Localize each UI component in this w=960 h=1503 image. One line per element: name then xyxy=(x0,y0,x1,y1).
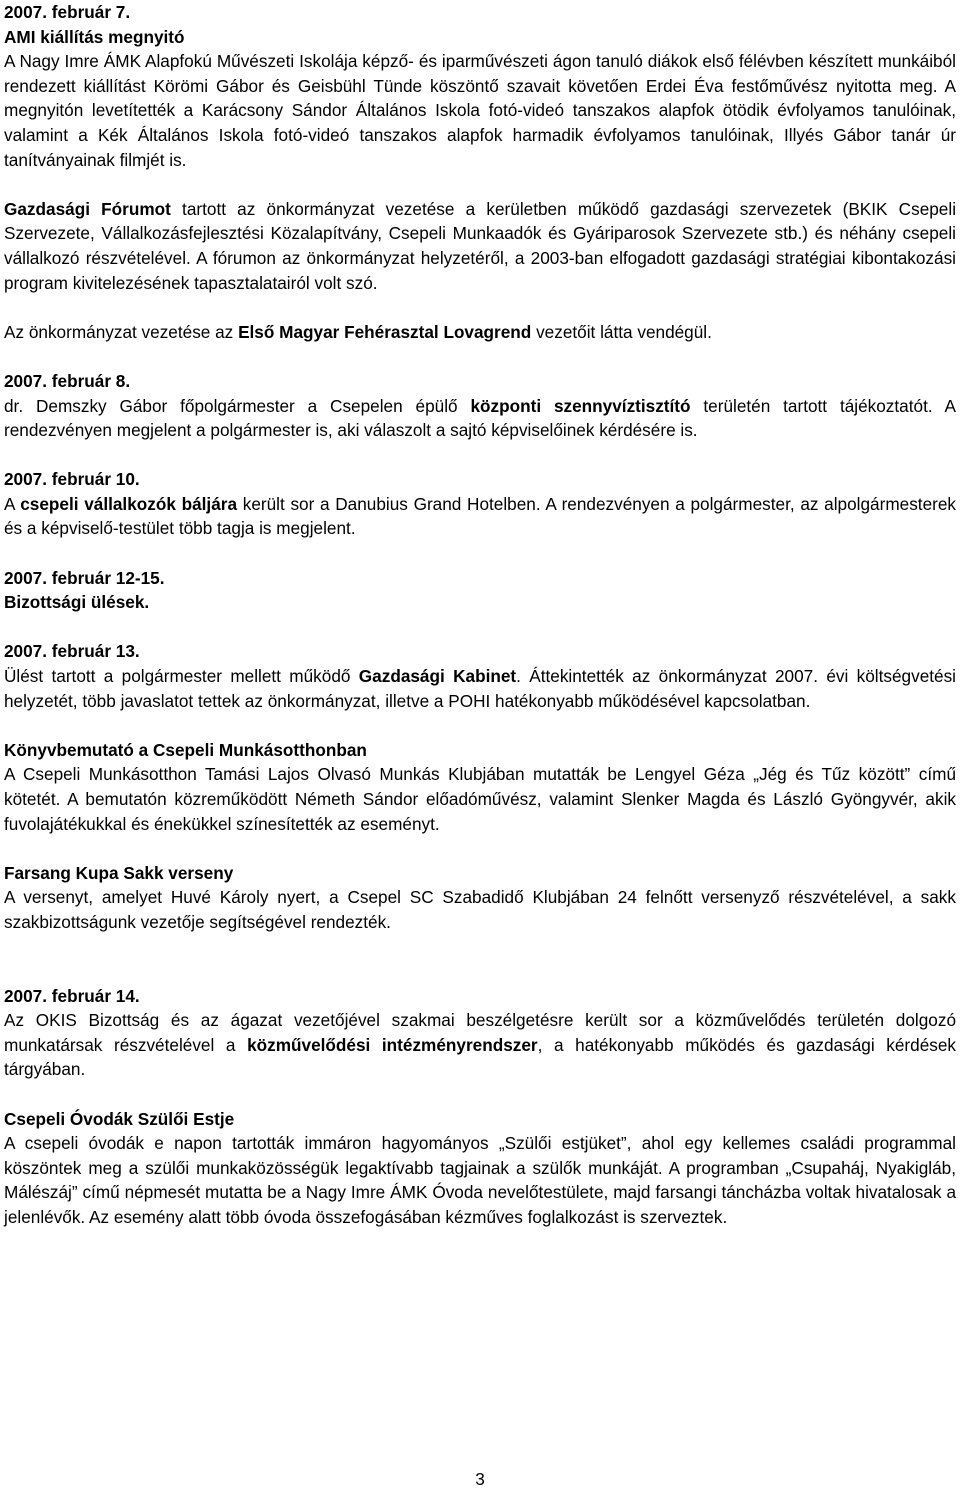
paragraph: A Nagy Imre ÁMK Alapfokú Művészeti Iskolája képző- és iparművészeti ágon tanuló diákok első félévben készített munkáiból rendezett kiállítást Körömi Gábor és Geisbühl Tünde köszöntő szavait követően Erdei Éva festőművész nyitotta meg. A megnyitón levetítették a Karácsony Sándor Általános Iskola fotó-videó tanszakos alapfok ötödik évfolyamos tanulóinak, valamint a Kék Általános Iskola fotó-videó tanszakos alapfok harmadik évfolyamos tanulóinak, Illyés Gábor tanár úr tanítványainak filmjét is. xyxy=(4,51,956,170)
paragraph: A csepeli óvodák e napon tartották immáron hagyományos „Szülői estjüket”, ahol egy kellemes családi programmal köszöntek meg a szülői munkaközösségük legaktívabb tagjainak a szülők munkáját. A programban „Csupaháj, Nyakigláb, Málészáj” című népmesét mutatta be a Nagy Imre ÁMK Óvoda nevelőtestülete, majd farsangi táncházba voltak hivatalosak a jelenlévők. Az esemény alatt több óvoda összefogásában kézműves foglalkozást is szerveztek. xyxy=(4,1133,956,1227)
bold-text: Gazdasági Fórumot xyxy=(4,198,171,219)
paragraph-text: területén tartott tájékoztatót. A rendezvényen megjelent a polgármester is, aki válaszolt a sajtó képviselőinek kérdésére is. xyxy=(4,395,956,441)
paragraph-text: Az önkormányzat vezetése az xyxy=(4,321,239,342)
paragraph xyxy=(4,394,956,443)
paragraph: A Csepeli Munkásotthon Tamási Lajos Olvasó Munkás Klubjában mutatták be Lengyel Géza „Jég és Tűz között” című kötetét. A bemutatón közreműködött Németh Sándor előadóművész, valamint Slenker Magda és László Gyöngyvér, akik fuvolajátékukkal és énekükkel színesítették az eseményt. xyxy=(4,764,956,834)
paragraph-text: dr. Demszky Gábor főpolgármester a Csepelen épülő xyxy=(4,395,471,416)
paragraph-text: került sor a Danubius Grand Hotelben. A rendezvényen a polgármester, az alpolgármesterek és a képviselő-testület több tagja is megjelent. xyxy=(4,493,957,539)
bold-text: közművelődési intézményrendszer xyxy=(247,1034,538,1055)
paragraph-text: , a hatékonyabb működés és gazdasági kérdések tárgyában. xyxy=(4,1034,956,1080)
paragraph xyxy=(4,664,956,713)
paragraph xyxy=(4,1008,956,1082)
bold-text: Gazdasági Kabinet xyxy=(358,666,517,687)
paragraph xyxy=(4,197,956,295)
bold-text: központi szennyvíztisztító xyxy=(470,395,691,416)
date-heading: 2007. február 14. xyxy=(4,985,140,1006)
section-title: Csepeli Óvodák Szülői Estje xyxy=(4,1108,235,1129)
page-number: 3 xyxy=(475,1469,485,1489)
section-title: AMI kiállítás megnyitó xyxy=(4,26,185,47)
bold-text: csepeli vállalkozók báljára xyxy=(20,493,238,514)
date-heading: 2007. február 12-15. xyxy=(4,567,165,588)
bold-text: Első Magyar Fehérasztal Lovagrend xyxy=(238,321,532,342)
paragraph-text: Ülést tartott a polgármester mellett működő xyxy=(4,666,359,687)
date-heading: 2007. február 10. xyxy=(4,469,140,490)
section-title: Könyvbemutató a Csepeli Munkásotthonban xyxy=(4,739,367,760)
date-heading: 2007. február 13. xyxy=(4,641,140,662)
date-heading: 2007. február 8. xyxy=(4,370,131,391)
paragraph: A versenyt, amelyet Huvé Károly nyert, a Csepel SC Szabadidő Klubjában 24 felnőtt versenyző részvételével, a sakk szakbizottságunk vezetője segítségével rendezték. xyxy=(4,887,956,932)
paragraph-text: Az OKIS Bizottság és az ágazat vezetőjével szakmai beszélgetésre került sor a közművelődés területén dolgozó munkatársak részvételével a xyxy=(4,1010,956,1055)
paragraph xyxy=(4,492,956,541)
paragraph-text: . Áttekintették az önkormányzat 2007. évi költségvetési helyzetét, több javaslatot tettek az önkormányzat, illetve a POHI hatékonyabb működésével kapcsolatban. xyxy=(4,666,956,711)
section-title: Farsang Kupa Sakk verseny xyxy=(4,862,234,883)
document-page xyxy=(4,0,956,1230)
paragraph-text: A xyxy=(4,493,21,514)
section-title: Bizottsági ülések. xyxy=(4,592,150,613)
date-heading: 2007. február 7. xyxy=(4,2,131,22)
paragraph-text: vezetőit látta vendégül. xyxy=(531,321,712,342)
paragraph xyxy=(4,320,956,345)
paragraph-text: tartott az önkormányzat vezetése a kerületben működő gazdasági szervezetek (BKIK Csepeli Szervezete, Vállalkozásfejlesztési Közalapítvány, Csepeli Munkaadók és Gyáriparosok Szervezete stb.) és néhány csepeli vállalkozó részvételével. A fórumon az önkormányzat helyzetéről, a 2003-ban elfogadott gazdasági stratégiai kibontakozási program kivitelezésének tapasztalatairól volt szó. xyxy=(4,198,957,293)
